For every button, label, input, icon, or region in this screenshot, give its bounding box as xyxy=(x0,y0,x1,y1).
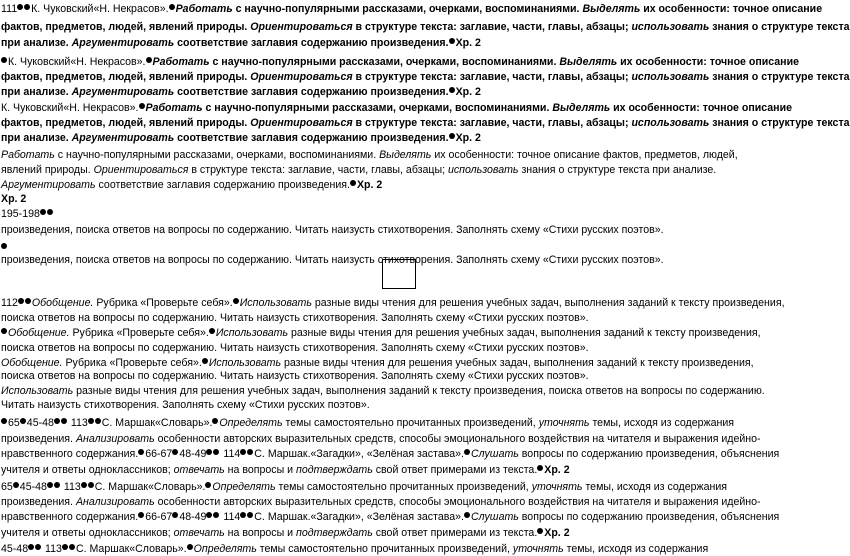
text-line xyxy=(1,71,850,84)
bullet-dot-icon xyxy=(350,180,356,186)
text-line xyxy=(1,149,813,162)
text-run: вопросы по содержанию произведения, объяснения xyxy=(518,448,780,460)
text-line xyxy=(1,342,813,355)
text-run: использовать xyxy=(631,117,710,129)
text-run: С. Маршак«Словарь». xyxy=(75,543,187,555)
text-run: их особенности: точное описание xyxy=(610,102,792,114)
text-run: Работать xyxy=(175,3,233,15)
bullet-dot-icon xyxy=(138,512,144,518)
text-run: на вопросы и xyxy=(224,527,296,539)
text-line xyxy=(1,193,813,206)
text-run: С. Маршак.«Загадки», «Зелёная застава». xyxy=(254,448,464,460)
text-run: 112 xyxy=(1,297,18,309)
text-run: знания о структуре текста при анализе. xyxy=(518,164,717,176)
text-run: Аргументировать xyxy=(71,37,175,49)
text-run: поиска ответов на вопросы по содержанию. Читать наизусть стихотворения. Заполнять схему «Стихи русских поэтов». xyxy=(1,342,589,354)
text-run: разные виды чтения для решения учебных задач, выполнения заданий к тексту произведения, xyxy=(288,327,761,339)
text-run: 66-67 xyxy=(145,448,173,460)
bullet-dot-icon xyxy=(247,512,253,518)
text-run: К. Чуковский«Н. Некрасов». xyxy=(8,56,146,68)
text-run: соответствие заглавия содержанию произведения. xyxy=(174,86,449,98)
text-run: соответствие заглавия содержанию произведения. xyxy=(95,179,350,191)
text-run: Аргументировать xyxy=(71,132,175,144)
bullet-dot-icon xyxy=(47,209,53,215)
text-run: использовать xyxy=(631,21,710,33)
bullet-dot-icon xyxy=(28,544,34,550)
text-run: произведения. xyxy=(1,496,76,508)
text-line xyxy=(1,21,850,34)
bullet-dot-icon xyxy=(20,418,26,424)
text-run: поиска ответов на вопросы по содержанию. Читать наизусть стихотворения. Заполнять схему «Стихи русских поэтов». xyxy=(1,370,589,382)
text-run: К. Чуковский«Н. Некрасов». xyxy=(31,3,169,15)
text-run: Обобщение. xyxy=(8,327,70,339)
text-line xyxy=(1,511,813,524)
text-run: отвечать xyxy=(173,464,225,476)
text-run: Работать xyxy=(152,56,210,68)
text-run: Анализировать xyxy=(75,433,155,445)
text-line xyxy=(1,208,813,221)
bullet-dot-icon xyxy=(139,103,145,109)
text-run: Ориентироваться xyxy=(250,71,353,83)
text-run: Хр. 2 xyxy=(1,193,27,205)
bullet-dot-icon xyxy=(202,358,208,364)
text-run: уточнять xyxy=(512,543,564,555)
text-run: Обобщение. xyxy=(1,357,63,369)
text-run: Определять xyxy=(212,481,276,493)
text-line xyxy=(1,385,813,398)
text-run: свой ответ примерами из текста. xyxy=(372,464,538,476)
bullet-dot-icon xyxy=(1,57,7,63)
text-run: темы самостоятельно прочитанных произведений, xyxy=(275,481,532,493)
text-run: при анализе. xyxy=(1,86,72,98)
text-run: Ориентироваться xyxy=(250,117,353,129)
bullet-dot-icon xyxy=(138,449,144,455)
text-run: С. Маршак«Словарь». xyxy=(101,417,213,429)
text-run: Рубрика «Проверьте себя». xyxy=(62,357,202,369)
text-line xyxy=(1,448,813,461)
text-run: 114 xyxy=(220,511,241,523)
text-run: Использовать xyxy=(1,385,74,397)
bullet-dot-icon xyxy=(464,449,470,455)
text-run: использовать xyxy=(631,71,710,83)
text-run: 113 xyxy=(67,417,88,429)
text-run: учителя и ответы одноклассников; xyxy=(1,464,174,476)
text-run: нравственного содержания. xyxy=(1,448,139,460)
text-run: особенности авторских выразительных средств, способы эмоционального воздействия на читателя и выражения идейно- xyxy=(154,433,761,445)
text-run: 48-49 xyxy=(179,448,207,460)
text-line xyxy=(1,56,813,69)
text-run: фактов, предметов, людей, явлений природы. xyxy=(1,71,251,83)
text-run: темы самостоятельно прочитанных произведений, xyxy=(282,417,539,429)
text-run: знания о структуре текста xyxy=(709,71,850,83)
bullet-dot-icon xyxy=(206,512,212,518)
text-run: Хр. 2 xyxy=(356,179,383,191)
text-run: Использовать xyxy=(239,297,312,309)
text-run: Хр. 2 xyxy=(544,464,570,476)
text-run: темы, исходя из содержания xyxy=(582,481,728,493)
text-run: нравственного содержания. xyxy=(1,511,139,523)
text-line xyxy=(1,86,813,99)
bullet-dot-icon xyxy=(206,449,212,455)
text-run: фактов, предметов, людей, явлений природы. xyxy=(1,117,251,129)
text-run: 45-48 xyxy=(26,417,54,429)
text-run: Выделять xyxy=(582,3,641,15)
bullet-dot-icon xyxy=(449,38,455,44)
bullet-dot-icon xyxy=(449,87,455,93)
text-run: Рубрика «Проверьте себя». xyxy=(93,297,233,309)
bullet-dot-icon xyxy=(47,482,53,488)
text-run: 66-67 xyxy=(145,511,173,523)
text-run: Слушать xyxy=(470,511,519,523)
text-line xyxy=(1,543,813,556)
text-line xyxy=(1,464,813,477)
text-line xyxy=(1,433,813,446)
text-run: Читать наизусть стихотворения. Заполнять схему «Стихи русских поэтов». xyxy=(1,399,370,411)
text-line xyxy=(1,224,813,237)
text-run: С. Маршак«Словарь». xyxy=(94,481,206,493)
bullet-dot-icon xyxy=(95,418,101,424)
bullet-dot-icon xyxy=(464,512,470,518)
text-run: соответствие заглавия содержанию произведения. xyxy=(174,37,449,49)
text-run: 113 xyxy=(60,481,81,493)
text-run: вопросы по содержанию произведения, объяснения xyxy=(518,511,780,523)
text-run: с научно-популярными рассказами, очерками, воспоминаниями. xyxy=(54,149,380,161)
text-run: их особенности: точное описание фактов, предметов, людей, xyxy=(431,149,738,161)
text-run: темы самостоятельно прочитанных произведений, xyxy=(256,543,513,555)
bullet-dot-icon xyxy=(240,449,246,455)
text-run: Слушать xyxy=(470,448,519,460)
text-run: Работать xyxy=(1,149,55,161)
bullet-dot-icon xyxy=(40,209,46,215)
text-line xyxy=(1,481,813,494)
bullet-dot-icon xyxy=(213,449,219,455)
text-run: их особенности: точное описание xyxy=(617,56,799,68)
text-run: темы, исходя из содержания xyxy=(563,543,709,555)
bullet-dot-icon xyxy=(1,328,7,334)
text-line xyxy=(1,37,813,50)
text-run: их особенности: точное описание xyxy=(640,3,823,15)
text-line xyxy=(1,102,813,115)
text-run: Хр. 2 xyxy=(455,132,481,144)
text-run: Хр. 2 xyxy=(455,37,481,49)
text-run: уточнять xyxy=(538,417,590,429)
text-run: явлений природы. xyxy=(1,164,94,176)
text-run: использовать xyxy=(447,164,519,176)
text-run: Ориентироваться xyxy=(93,164,189,176)
bullet-dot-icon xyxy=(537,465,543,471)
text-line xyxy=(1,496,813,509)
text-run: с научно-популярными рассказами, очерками, воспоминаниями. xyxy=(232,3,583,15)
text-run: Аргументировать xyxy=(71,86,175,98)
text-run: поиска ответов на вопросы по содержанию. Читать наизусть стихотворения. Заполнять схему «Стихи русских поэтов». xyxy=(1,312,589,324)
text-line xyxy=(1,527,813,540)
text-run: 113 xyxy=(42,543,62,555)
text-line xyxy=(1,327,813,340)
text-run: разные виды чтения для решения учебных задач, выполнения заданий к тексту произведения, поиска ответов на вопросы по содержанию. xyxy=(73,385,765,397)
bullet-dot-icon xyxy=(81,482,87,488)
bullet-dot-icon xyxy=(146,57,152,63)
bullet-dot-icon xyxy=(17,4,23,10)
text-run: Работать xyxy=(145,102,203,114)
bullet-dot-icon xyxy=(24,4,30,10)
bullet-dot-icon xyxy=(209,328,215,334)
text-run: 65 xyxy=(8,417,20,429)
text-run: разные виды чтения для решения учебных задач, выполнения заданий к тексту произведения, xyxy=(281,357,754,369)
text-run: произведения. xyxy=(1,433,76,445)
bullet-dot-icon xyxy=(212,418,218,424)
text-line xyxy=(1,399,813,412)
text-run: при анализе. xyxy=(1,37,72,49)
text-run: Аргументировать xyxy=(1,179,96,191)
bullet-dot-icon xyxy=(69,544,75,550)
text-line xyxy=(1,312,813,325)
bullet-dot-icon xyxy=(25,298,31,304)
bullet-dot-icon xyxy=(205,482,211,488)
bullet-dot-icon xyxy=(213,512,219,518)
bullet-dot-icon xyxy=(240,512,246,518)
text-run: Использовать xyxy=(215,327,289,339)
text-run: с научно-популярными рассказами, очерками, воспоминаниями. xyxy=(209,56,560,68)
bullet-dot-icon xyxy=(13,482,19,488)
bullet-dot-icon xyxy=(247,449,253,455)
text-run: в структуре текста: заглавие, части, главы, абзацы; xyxy=(352,117,632,129)
text-run: с научно-популярными рассказами, очерками, воспоминаниями. xyxy=(202,102,553,114)
bullet-dot-icon xyxy=(88,482,94,488)
text-run: в структуре текста: заглавие, части, главы, абзацы; xyxy=(352,21,632,33)
text-run: подтверждать xyxy=(296,527,373,539)
text-line xyxy=(1,179,813,192)
bullet-dot-icon xyxy=(187,544,193,550)
bullet-dot-icon xyxy=(62,544,68,550)
text-run: Хр. 2 xyxy=(544,527,570,539)
bullet-dot-icon xyxy=(61,418,67,424)
bullet-dot-icon xyxy=(54,418,60,424)
text-run: 45-48 xyxy=(19,481,47,493)
bullet-dot-icon xyxy=(172,512,178,518)
text-line xyxy=(1,3,823,16)
text-run: Анализировать xyxy=(75,496,155,508)
bullet-dot-icon xyxy=(54,482,60,488)
text-run: разные виды чтения для решения учебных задач, выполнения заданий к тексту произведения, xyxy=(311,297,785,309)
text-run: 195-198 xyxy=(1,208,40,220)
text-run: Хр. 2 xyxy=(455,86,481,98)
text-line xyxy=(1,117,850,130)
text-run: Выделять xyxy=(379,149,432,161)
text-run: Обобщение. xyxy=(31,297,94,309)
bullet-dot-icon xyxy=(537,528,543,534)
bullet-dot-icon xyxy=(172,449,178,455)
text-line xyxy=(1,164,813,177)
text-run: темы, исходя из содержания xyxy=(589,417,735,429)
text-run: знания о структуре текста xyxy=(709,21,850,33)
text-run: произведения, поиска ответов на вопросы по содержанию. Читать наизусть стихотворения. Заполнять схему «Стихи русских поэтов». xyxy=(1,224,664,236)
bullet-dot-icon xyxy=(1,243,7,249)
text-run: Выделять xyxy=(559,56,618,68)
bullet-dot-icon xyxy=(35,544,41,550)
text-run: знания о структуре текста xyxy=(709,117,850,129)
bullet-dot-icon xyxy=(233,298,239,304)
bullet-dot-icon xyxy=(88,418,94,424)
bullet-dot-icon xyxy=(169,4,175,10)
text-run: Рубрика «Проверьте себя». xyxy=(69,327,209,339)
text-run: К. Чуковский«Н. Некрасов». xyxy=(1,102,139,114)
text-run: Использовать xyxy=(208,357,282,369)
text-run: Выделять xyxy=(552,102,611,114)
text-line xyxy=(1,417,813,430)
text-run: в структуре текста: заглавие, части, главы, абзацы; xyxy=(188,164,448,176)
text-run: в структуре текста: заглавие, части, главы, абзацы; xyxy=(352,71,632,83)
text-line xyxy=(1,297,813,310)
text-run: отвечать xyxy=(173,527,225,539)
text-run: подтверждать xyxy=(296,464,373,476)
bullet-dot-icon xyxy=(18,298,24,304)
text-run: свой ответ примерами из текста. xyxy=(372,527,538,539)
bullet-dot-icon xyxy=(1,418,7,424)
text-run: 45-48 xyxy=(1,543,29,555)
text-run: учителя и ответы одноклассников; xyxy=(1,527,174,539)
text-run: Ориентироваться xyxy=(250,21,353,33)
text-run: 111 xyxy=(1,3,18,15)
text-line xyxy=(1,132,813,145)
text-run: уточнять xyxy=(531,481,583,493)
text-run: соответствие заглавия содержанию произведения. xyxy=(174,132,449,144)
text-run: Определять xyxy=(219,417,283,429)
text-line xyxy=(1,357,813,370)
text-line xyxy=(1,370,813,383)
text-run: на вопросы и xyxy=(224,464,296,476)
text-run: особенности авторских выразительных средств, способы эмоционального воздействия на читателя и выражения идейно- xyxy=(154,496,761,508)
text-run: Определять xyxy=(193,543,257,555)
text-run: 114 xyxy=(220,448,241,460)
text-run: фактов, предметов, людей, явлений природы. xyxy=(1,21,251,33)
bullet-dot-icon xyxy=(449,133,455,139)
text-run: С. Маршак.«Загадки», «Зелёная застава». xyxy=(254,511,464,523)
text-run: произведения, поиска ответов на вопросы по содержанию. Читать наизусть стихотворения. Заполнять схему «Стихи русских поэтов». xyxy=(1,254,664,266)
text-run: при анализе. xyxy=(1,132,72,144)
text-line xyxy=(1,254,813,267)
text-run: 48-49 xyxy=(179,511,207,523)
text-run: 65 xyxy=(1,481,13,493)
